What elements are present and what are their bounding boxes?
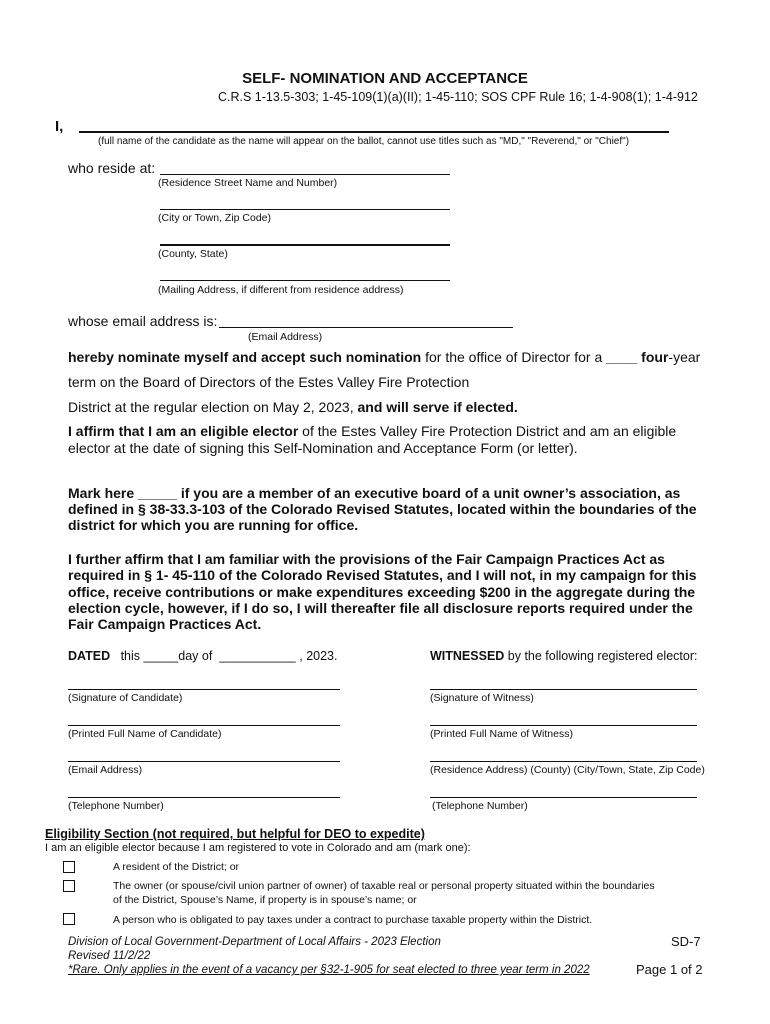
witnessed-rest: by the following registered elector: (504, 649, 698, 663)
mailing-field[interactable] (160, 280, 450, 281)
witness-phone-field[interactable] (430, 797, 697, 798)
eligibility-intro: I am an eligible elector because I am registered to vote in Colorado and am (mark one): (45, 842, 471, 854)
affirm-line-1 (68, 423, 676, 439)
candidate-name-hint: (full name of the candidate as the name will appear on the ballot, cannot use titles such as "MD," "Reverend," or "Chief") (98, 136, 630, 147)
city-hint: (City or Town, Zip Code) (158, 212, 272, 224)
street-hint: (Residence Street Name and Number) (158, 177, 338, 189)
term-blank[interactable]: ____ (606, 349, 638, 365)
candidate-phone-field[interactable] (68, 797, 340, 798)
candidate-phone-hint: (Telephone Number) (68, 800, 164, 812)
nomination-mid: for the office of Director for a (421, 349, 607, 365)
fcpa-line-1: I further affirm that I am familiar with the provisions of the Fair Campaign Practices Act as (68, 551, 665, 567)
eligibility-heading: Eligibility Section (not required, but helpful for DEO to expedite) (45, 827, 425, 841)
term-end: -year (668, 349, 701, 365)
dated-label: DATED (68, 649, 111, 663)
form-title: SELF- NOMINATION AND ACCEPTANCE (242, 70, 528, 87)
option-owner-line-1: The owner (or spouse/civil union partner of owner) of taxable real or personal property situated within the boundaries (113, 880, 655, 892)
mark-here-line-2: defined in § 38-33.3-103 of the Colorado Revised Statutes, located within the boundaries of the (68, 501, 697, 517)
form-id: SD-7 (671, 934, 701, 949)
option-resident: A resident of the District; or (113, 861, 240, 873)
candidate-name-field[interactable] (79, 131, 669, 133)
affirm-bold: I affirm that I am an eligible elector (68, 423, 299, 439)
street-field[interactable] (160, 174, 450, 175)
candidate-printed-name-field[interactable] (68, 725, 340, 726)
residence-label: who reside at: (68, 160, 156, 176)
nomination-line-3 (68, 399, 518, 415)
witness-address-field[interactable] (430, 761, 697, 762)
fcpa-line-2: required in § 1- 45-110 of the Colorado Revised Statutes, and I will not, in my campaign for this (68, 567, 697, 583)
footer-revised: Revised 11/2/22 (68, 950, 151, 962)
witnessed-line (430, 649, 697, 663)
candidate-email-field[interactable] (68, 761, 340, 762)
witness-signature-field[interactable] (430, 689, 697, 690)
footer-division: Division of Local Government-Department of Local Affairs - 2023 Election (68, 936, 441, 948)
candidate-signature-hint: (Signature of Candidate) (68, 692, 183, 704)
candidate-signature-field[interactable] (68, 689, 340, 690)
mark-here-line-3: district for which you are running for office. (68, 517, 359, 533)
fcpa-line-3: office, receive contributions or make expenditures exceeding $200 in the aggregate during the (68, 584, 696, 600)
witness-signature-hint: (Signature of Witness) (430, 692, 534, 704)
witness-phone-hint: (Telephone Number) (432, 800, 528, 812)
nomination-line-3-start: District at the regular election on May 2, 2023, (68, 399, 358, 415)
option-owner-line-2: of the District, Spouse’s Name, if property is in spouse’s name; or (113, 894, 417, 906)
dated-line (68, 649, 337, 663)
option-taxpayer: A person who is obligated to pay taxes under a contract to purchase taxable property within the District. (113, 914, 593, 926)
email-field[interactable] (219, 327, 513, 328)
witness-printed-name-hint: (Printed Full Name of Witness) (430, 728, 573, 740)
county-field[interactable] (160, 244, 450, 246)
fcpa-line-4: election cycle, however, if I do so, I will thereafter file all disclosure reports required under the (68, 600, 693, 616)
taxpayer-checkbox[interactable] (63, 913, 75, 925)
candidate-printed-name-hint: (Printed Full Name of Candidate) (68, 728, 222, 740)
witnessed-bold: WITNESSED (430, 649, 505, 663)
nomination-line-2: term on the Board of Directors of the Estes Valley Fire Protection (68, 374, 470, 390)
month-blank[interactable]: ___________ (219, 649, 296, 663)
affirm-rest: of the Estes Valley Fire Protection District and am an eligible (298, 423, 677, 439)
statute-citation: C.R.S 1-13.5-303; 1-45-109(1)(a)(II); 1-45-110; SOS CPF Rule 16; 1-4-908(1); 1-4-912 (218, 90, 698, 104)
dated-year: , 2023. (299, 649, 338, 663)
i-label: I, (55, 118, 64, 135)
city-field[interactable] (160, 209, 450, 210)
day-blank[interactable]: _____ (143, 649, 179, 663)
nomination-bold: hereby nominate myself and accept such nomination (68, 349, 422, 365)
nomination-line-1 (68, 349, 700, 365)
email-hint: (Email Address) (248, 331, 323, 343)
witness-address-hint: (Residence Address) (County) (City/Town, State, Zip Code) (430, 764, 705, 776)
page-number: Page 1 of 2 (636, 962, 703, 977)
term-bold: four (637, 349, 669, 365)
witness-printed-name-field[interactable] (430, 725, 697, 726)
resident-checkbox[interactable] (63, 861, 75, 873)
fcpa-line-5: Fair Campaign Practices Act. (68, 616, 262, 632)
owner-checkbox[interactable] (63, 880, 75, 892)
affirm-line-2: elector at the date of signing this Self-Nomination and Acceptance Form (or letter). (68, 440, 578, 456)
footer-rare-note: *Rare. Only applies in the event of a vacancy per §32-1-905 for seat elected to three year term in 2022 (68, 964, 590, 976)
county-hint: (County, State) (158, 248, 228, 260)
candidate-email-hint: (Email Address) (68, 764, 143, 776)
email-label: whose email address is: (68, 313, 218, 329)
mailing-hint: (Mailing Address, if different from residence address) (158, 284, 404, 296)
dated-day-of: day of (178, 649, 213, 663)
nomination-line-3-bold: and will serve if elected. (357, 399, 518, 415)
dated-this: this (120, 649, 141, 663)
mark-here-line-1: Mark here _____ if you are a member of an executive board of a unit owner’s association, as (68, 485, 681, 501)
